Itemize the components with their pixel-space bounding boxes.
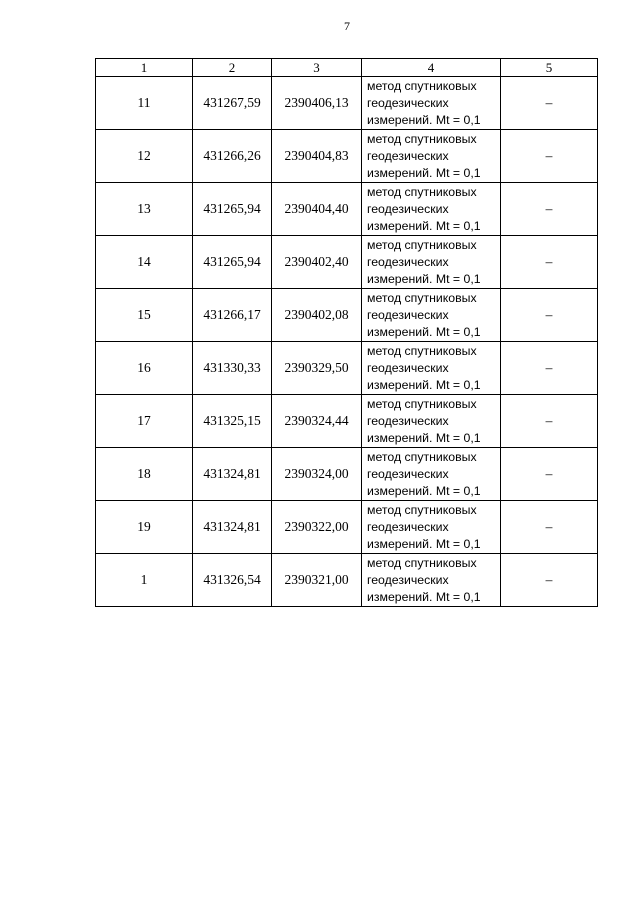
method-line: измерений. Mt = 0,1 [367, 536, 481, 551]
method-cell [362, 501, 501, 554]
header-cell-4: 4 [362, 59, 501, 77]
point-number-cell: 19 [96, 501, 193, 554]
note-cell: – [501, 77, 598, 130]
coordinate-x-cell: 431326,54 [193, 554, 272, 607]
method-line: измерений. Mt = 0,1 [367, 589, 481, 604]
coordinate-y-cell: 2390324,00 [272, 448, 362, 501]
table-row [96, 448, 598, 501]
header-cell-3: 3 [272, 59, 362, 77]
method-cell [362, 554, 501, 607]
method-line: метод спутниковых [367, 449, 477, 464]
note-cell: – [501, 554, 598, 607]
point-number-cell: 16 [96, 342, 193, 395]
coordinate-y-cell: 2390402,40 [272, 236, 362, 289]
method-line: измерений. Mt = 0,1 [367, 112, 481, 127]
coordinate-y-cell: 2390404,40 [272, 183, 362, 236]
table-row [96, 342, 598, 395]
coordinate-y-cell: 2390321,00 [272, 554, 362, 607]
method-line: измерений. Mt = 0,1 [367, 165, 481, 180]
method-cell [362, 448, 501, 501]
method-line: измерений. Mt = 0,1 [367, 483, 481, 498]
table-body [96, 77, 598, 607]
point-number-cell: 11 [96, 77, 193, 130]
coordinate-y-cell: 2390322,00 [272, 501, 362, 554]
page-number: 7 [344, 19, 350, 33]
coordinate-x-cell: 431267,59 [193, 77, 272, 130]
method-line: геодезических [367, 519, 449, 534]
method-line: метод спутниковых [367, 290, 477, 305]
method-line: метод спутниковых [367, 78, 477, 93]
method-line: измерений. Mt = 0,1 [367, 430, 481, 445]
method-line: измерений. Mt = 0,1 [367, 218, 481, 233]
point-number-cell: 14 [96, 236, 193, 289]
point-number-cell: 1 [96, 554, 193, 607]
method-line: метод спутниковых [367, 131, 477, 146]
coordinate-y-cell: 2390404,83 [272, 130, 362, 183]
header-cell-2: 2 [193, 59, 272, 77]
method-cell [362, 342, 501, 395]
table-row [96, 236, 598, 289]
method-line: геодезических [367, 254, 449, 269]
method-line: геодезических [367, 307, 449, 322]
table-row [96, 554, 598, 607]
method-line: измерений. Mt = 0,1 [367, 324, 481, 339]
table-header [96, 59, 598, 77]
method-line: метод спутниковых [367, 237, 477, 252]
point-number-cell: 13 [96, 183, 193, 236]
coordinate-x-cell: 431266,17 [193, 289, 272, 342]
header-cell-5: 5 [501, 59, 598, 77]
coordinate-y-cell: 2390324,44 [272, 395, 362, 448]
note-cell: – [501, 183, 598, 236]
method-cell [362, 289, 501, 342]
method-cell [362, 130, 501, 183]
method-cell [362, 183, 501, 236]
note-cell: – [501, 395, 598, 448]
coordinate-x-cell: 431325,15 [193, 395, 272, 448]
note-cell: – [501, 342, 598, 395]
method-line: геодезических [367, 201, 449, 216]
method-line: метод спутниковых [367, 502, 477, 517]
note-cell: – [501, 130, 598, 183]
note-cell: – [501, 448, 598, 501]
table-row [96, 395, 598, 448]
coordinates-table [95, 58, 598, 607]
note-cell: – [501, 501, 598, 554]
method-line: метод спутниковых [367, 555, 477, 570]
method-cell [362, 395, 501, 448]
coordinate-x-cell: 431265,94 [193, 183, 272, 236]
point-number-cell: 17 [96, 395, 193, 448]
coordinate-x-cell: 431330,33 [193, 342, 272, 395]
header-row [96, 59, 598, 77]
header-cell-1: 1 [96, 59, 193, 77]
method-line: измерений. Mt = 0,1 [367, 271, 481, 286]
coordinate-x-cell: 431266,26 [193, 130, 272, 183]
coordinate-y-cell: 2390406,13 [272, 77, 362, 130]
method-line: измерений. Mt = 0,1 [367, 377, 481, 392]
method-cell [362, 236, 501, 289]
method-line: метод спутниковых [367, 343, 477, 358]
point-number-cell: 12 [96, 130, 193, 183]
note-cell: – [501, 236, 598, 289]
method-line: геодезических [367, 413, 449, 428]
note-cell: – [501, 289, 598, 342]
method-cell [362, 77, 501, 130]
coordinate-x-cell: 431324,81 [193, 448, 272, 501]
method-line: геодезических [367, 466, 449, 481]
table-row [96, 501, 598, 554]
table-row [96, 77, 598, 130]
method-line: геодезических [367, 360, 449, 375]
point-number-cell: 15 [96, 289, 193, 342]
table-row [96, 183, 598, 236]
method-line: метод спутниковых [367, 184, 477, 199]
table-row [96, 289, 598, 342]
method-line: геодезических [367, 148, 449, 163]
method-line: геодезических [367, 572, 449, 587]
coordinate-y-cell: 2390329,50 [272, 342, 362, 395]
method-line: метод спутниковых [367, 396, 477, 411]
coordinate-x-cell: 431324,81 [193, 501, 272, 554]
table-row [96, 130, 598, 183]
coordinate-x-cell: 431265,94 [193, 236, 272, 289]
point-number-cell: 18 [96, 448, 193, 501]
coordinate-y-cell: 2390402,08 [272, 289, 362, 342]
method-line: геодезических [367, 95, 449, 110]
